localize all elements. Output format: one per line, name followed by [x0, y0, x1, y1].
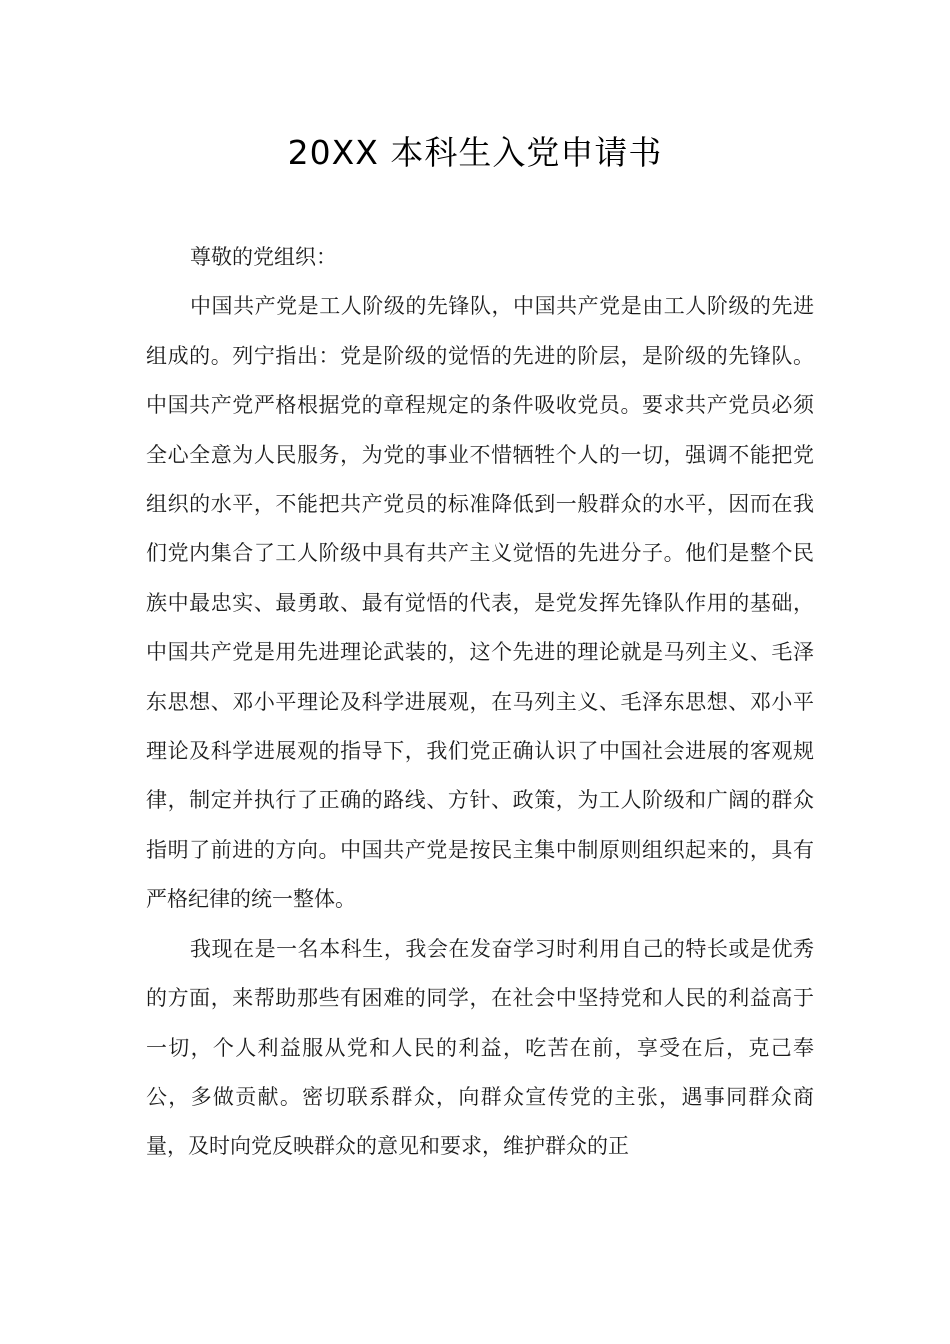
- salutation: 尊敬的党组织：: [190, 245, 337, 269]
- paragraph-1: 中国共产党是工人阶级的先锋队，中国共产党是由工人阶级的先进组成的。列宁指出：党是阶级的觉悟的先进的阶层，是阶级的先锋队。中国共产党严格根据党的章程规定的条件吸收党员。要求共产党员必须全心全意为人民服务，为党的事业不惜牺牲个人的一切，强调不能把党组织的水平，不能把共产党员的标准降低到一般群众的水平，因而在我们党内集合了工人阶级中具有共产主义觉悟的先进分子。他们是整个民族中最忠实、最勇敢、最有觉悟的代表，是党发挥先锋队作用的基础，中国共产党是用先进理论武装的，这个先进的理论就是马列主义、毛泽东思想、邓小平理论及科学进展观，在马列主义、毛泽东思想、邓小平理论及科学进展观的指导下，我们党正确认识了中国社会进展的客观规律，制定并执行了正确的路线、方针、政策，为工人阶级和广阔的群众指明了前进的方向。中国共产党是按民主集中制原则组织起来的，具有严格纪律的统一整体。: [146, 294, 814, 912]
- paragraph-2: 我现在是一名本科生，我会在发奋学习时利用自己的特长或是优秀的方面，来帮助那些有困难的同学，在社会中坚持党和人民的利益高于一切，个人利益服从党和人民的利益，吃苦在前，享受在后，克己奉公，多做贡献。密切联系群众，向群众宣传党的主张，遇事同群众商量，及时向党反映群众的意见和要求，维护群众的正: [146, 936, 814, 1159]
- document-title: 20XX 本科生入党申请书: [287, 133, 663, 172]
- document-body: [146, 233, 814, 1172]
